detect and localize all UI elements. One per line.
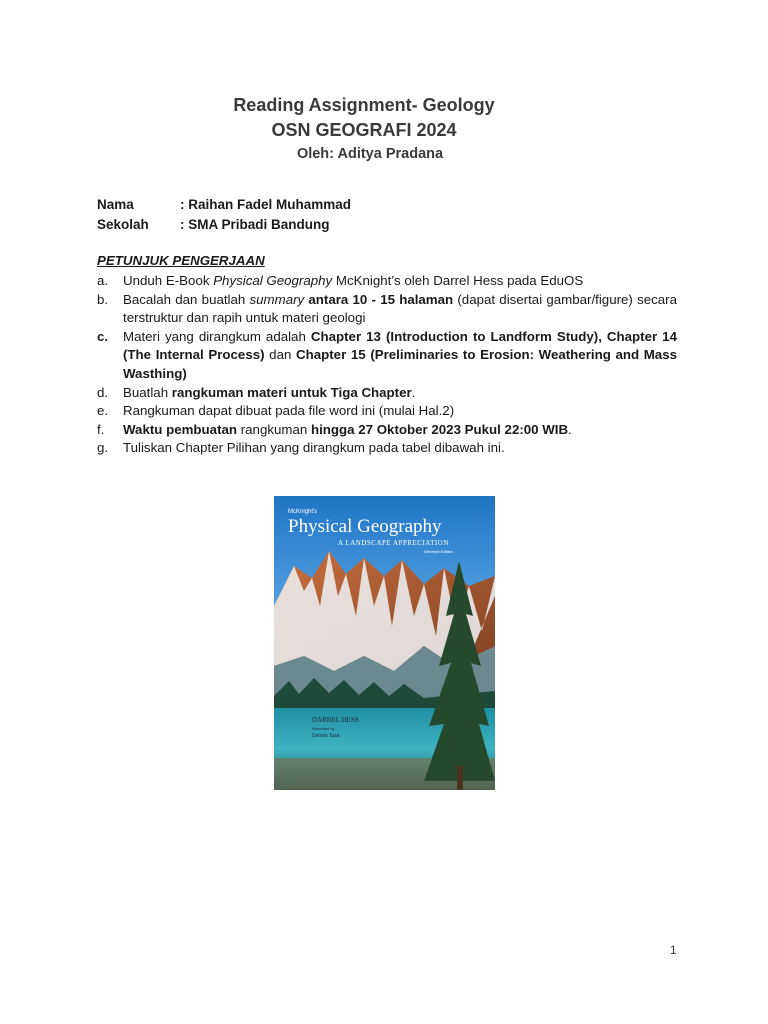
text-run-italic: Physical Geography bbox=[213, 273, 333, 288]
sekolah-value: : SMA Pribadi Bandung bbox=[180, 217, 330, 232]
nama-row bbox=[97, 195, 351, 215]
list-item bbox=[97, 291, 677, 328]
list-marker: e. bbox=[97, 403, 109, 419]
list-item-text bbox=[123, 272, 677, 291]
text-run: . bbox=[411, 384, 416, 400]
text-run-bold: Chapter 13 (Introduction to Landform Study), Chapter 14 (The Internal Process) bbox=[123, 328, 677, 363]
list-item-text bbox=[123, 421, 677, 440]
text-run-bold: antara 10 - 15 halaman bbox=[308, 291, 454, 307]
text-run-italic: summary bbox=[249, 291, 305, 307]
list-item-text bbox=[123, 402, 677, 421]
list-marker: a. bbox=[97, 273, 109, 288]
list-marker: b. bbox=[97, 291, 109, 307]
title-block bbox=[0, 94, 728, 165]
text-run-bold: Chapter 15 (Preliminaries to Erosion: Weathering and Mass Wasthing) bbox=[123, 347, 677, 381]
document-author: Oleh: Aditya Pradana bbox=[296, 146, 444, 162]
nama-label: Nama bbox=[97, 197, 134, 212]
text-run: . bbox=[568, 421, 572, 437]
text-run: Materi yang dirangkum adalah bbox=[123, 328, 311, 344]
list-marker: f. bbox=[97, 421, 105, 437]
text-run: Buatlah bbox=[123, 384, 172, 400]
text-run: dan bbox=[264, 347, 297, 363]
student-info bbox=[97, 195, 351, 235]
list-item bbox=[97, 272, 677, 291]
document-subtitle: OSN GEOGRAFI 2024 bbox=[271, 120, 457, 140]
list-item-text bbox=[123, 291, 677, 328]
instructions-list bbox=[97, 272, 677, 458]
cover-author: DARREL HESS bbox=[312, 716, 359, 724]
text-run: Unduh E-Book bbox=[123, 273, 214, 288]
list-item bbox=[97, 402, 677, 421]
text-run-bold: hingga 27 Oktober 2023 Pukul 22:00 WIB bbox=[310, 421, 569, 437]
book-cover-image bbox=[274, 496, 495, 790]
text-run: Bacalah dan buatlah bbox=[123, 291, 250, 307]
list-item bbox=[97, 439, 677, 458]
list-marker: c. bbox=[97, 328, 109, 344]
list-marker: d. bbox=[97, 384, 109, 400]
list-item-text bbox=[123, 328, 677, 384]
sekolah-label: Sekolah bbox=[97, 217, 149, 232]
cover-illustrator: Dennis Tasa bbox=[312, 733, 340, 739]
text-run: Rangkuman dapat dibuat pada file word ini (mulai Hal.2) bbox=[123, 403, 455, 419]
sekolah-row bbox=[97, 215, 351, 235]
text-run-bold: rangkuman materi untuk Tiga Chapter bbox=[171, 384, 412, 400]
document-title: Reading Assignment- Geology bbox=[233, 95, 495, 115]
instructions-heading: PETUNJUK PENGERJAAN bbox=[97, 253, 265, 268]
list-item-text bbox=[123, 384, 677, 403]
cover-title: Physical Geography bbox=[288, 516, 442, 537]
list-marker: g. bbox=[97, 440, 109, 456]
page-number: 1 bbox=[670, 943, 677, 957]
text-run-bold: Waktu pembuatan bbox=[123, 421, 238, 437]
list-item bbox=[97, 421, 677, 440]
list-item bbox=[97, 328, 677, 384]
text-run: rangkuman bbox=[237, 421, 311, 437]
cover-subtitle: A LANDSCAPE APPRECIATION bbox=[338, 539, 449, 547]
list-item-text bbox=[123, 439, 677, 458]
nama-value: : Raihan Fadel Muhammad bbox=[180, 197, 352, 212]
text-run: (dapat disertai gambar/figure) secara terstruktur dan rapih untuk materi geologi bbox=[123, 291, 677, 326]
text-run: McKnight’s oleh Darrel Hess pada EduOS bbox=[332, 273, 584, 288]
instructions-section bbox=[97, 252, 677, 458]
cover-edition: Eleventh Edition bbox=[424, 549, 453, 554]
cover-publisher-line: McKnight's bbox=[288, 509, 318, 515]
text-run: Tuliskan Chapter Pilihan yang dirangkum pada tabel dibawah ini. bbox=[123, 440, 505, 456]
list-item bbox=[97, 384, 677, 403]
cover-illustrated-by: Illustrated by bbox=[312, 726, 335, 731]
